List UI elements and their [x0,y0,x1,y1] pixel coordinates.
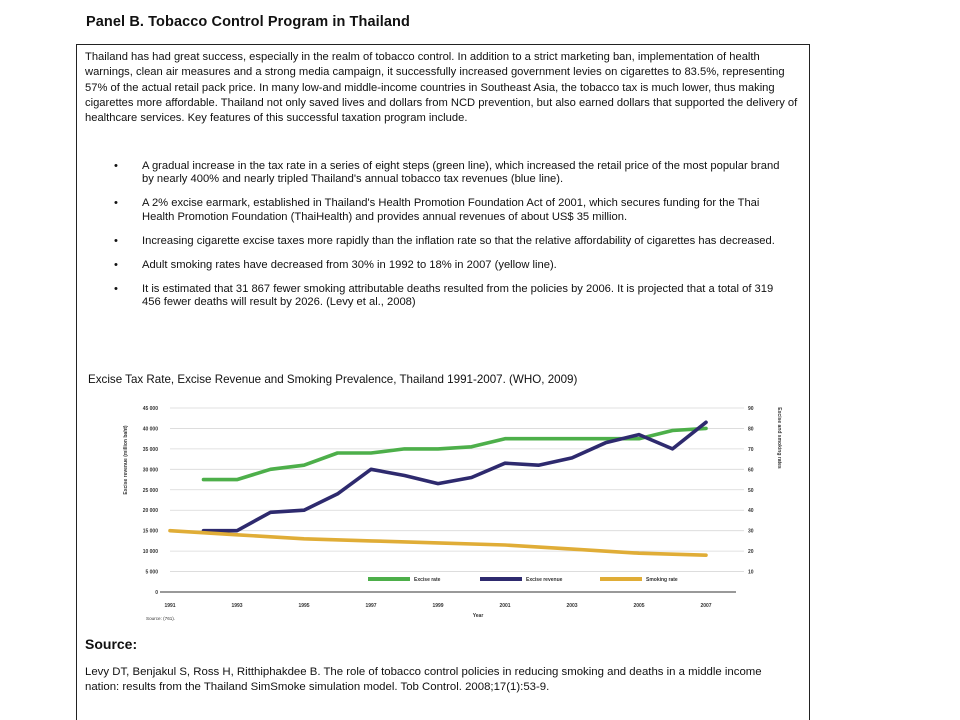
list-item-text: A gradual increase in the tax rate in a series of eight steps (green line), which increased the retail price of the most popular brand by nearly 400% and nearly tripled Thailand's annual tobacco tax revenues (blue line). [142,160,780,186]
y-right-tick-label: 60 [748,467,754,474]
y-left-tick-label: 0 [155,590,158,596]
y-right-tick-label: 50 [748,487,754,494]
list-item [104,197,794,223]
y-left-tick-label: 25 000 [142,487,158,494]
y-right-tick-label: 40 [748,508,754,515]
chart-source-note: Source: (761). [146,616,176,621]
y-left-tick-label: 35 000 [142,446,158,453]
source-citation: Levy DT, Benjakul S, Ross H, Ritthiphakdee B. The role of tobacco control policies in reducing smoking and deaths in a middle income nation: results from the Thailand SimSmoke simulation model. Tob Control. 2008;17(1):53-9. [85,666,762,693]
source-heading: Source: [85,636,138,652]
list-item-text: Adult smoking rates have decreased from 30% in 1992 to 18% in 2007 (yellow line). [142,259,557,272]
legend-label: Excise revenue [526,577,563,583]
x-tick-label: 2007 [700,603,712,609]
y-right-tick-label: 10 [748,569,754,576]
y-left-tick-label: 20 000 [142,508,158,515]
list-item-text: It is estimated that 31 867 fewer smoking attributable deaths resulted from the policies by 2006. It is projected that a total of 319 456 fewer deaths will result by 2026. (Levy et al., 2008) [142,283,774,309]
y-left-tick-label: 40 000 [142,426,158,433]
bullet-icon: • [114,259,118,272]
x-tick-label: 1997 [365,603,377,609]
x-tick-label: 1999 [432,603,444,609]
legend-label: Excise rate [414,577,441,583]
list-item [104,283,794,309]
list-item-text: A 2% excise earmark, established in Thailand's Health Promotion Foundation Act of 2001, which secures funding for the Thai Health Promotion Foundation (ThaiHealth) and provides annual revenues of about US$ 35 million. [142,197,760,223]
x-tick-label: 1995 [298,603,310,609]
y-right-tick-label: 80 [748,426,754,433]
x-axis-label: Year [472,613,484,619]
line-chart [86,396,786,626]
panel-title: Panel B. Tobacco Control Program in Thailand [86,14,410,30]
y-right-tick-label: 90 [748,406,754,412]
x-tick-label: 1993 [231,603,243,609]
bullet-icon: • [114,197,118,210]
y-right-tick-label: 70 [748,446,754,453]
bullet-icon: • [114,283,118,296]
series-line-smoking-rate [170,531,706,556]
y-left-tick-label: 15 000 [142,528,158,535]
y-left-tick-label: 10 000 [142,549,158,556]
x-tick-label: 2005 [633,603,645,609]
y-right-axis-label: Excise and smoking rates [776,407,782,469]
x-tick-label: 2003 [566,603,578,609]
y-left-tick-label: 5 000 [145,569,158,576]
key-features-list [104,160,794,321]
chart-title: Excise Tax Rate, Excise Revenue and Smoking Prevalence, Thailand 1991-2007. (WHO, 2009) [88,373,578,386]
list-item [104,235,794,248]
legend-label: Smoking rate [646,577,678,583]
bullet-icon: • [114,160,118,172]
intro-paragraph: Thailand has had great success, especially in the realm of tobacco control. In addition to a strict marketing ban, implementation of health warnings, clean air measures and a strong media campaign, it successfully increased government levies on cigarettes to 83.5%, representing 57% of the actual retail pack price. In many low-and middle-income countries in Southeast Asia, the tobacco tax is much lower, thus making cigarettes more affordable. Thailand not only saved lives and dollars from NCD prevention, but also earned dollars that supported the delivery of healthcare services. Key features of this successful taxation program include. [85,51,798,125]
x-tick-label: 1991 [164,603,176,609]
list-item [104,160,794,186]
y-right-tick-label: 20 [748,549,754,556]
bullet-icon: • [114,234,118,247]
y-left-tick-label: 45 000 [142,406,158,412]
y-left-axis-label: Excise revenue (million baht) [123,425,129,495]
list-item-text: Increasing cigarette excise taxes more rapidly than the inflation rate so that the relative affordability of cigarettes has decreased. [142,234,775,247]
x-tick-label: 2001 [499,603,511,609]
list-item [104,259,794,272]
y-right-tick-label: 30 [748,528,754,535]
y-left-tick-label: 30 000 [142,467,158,474]
